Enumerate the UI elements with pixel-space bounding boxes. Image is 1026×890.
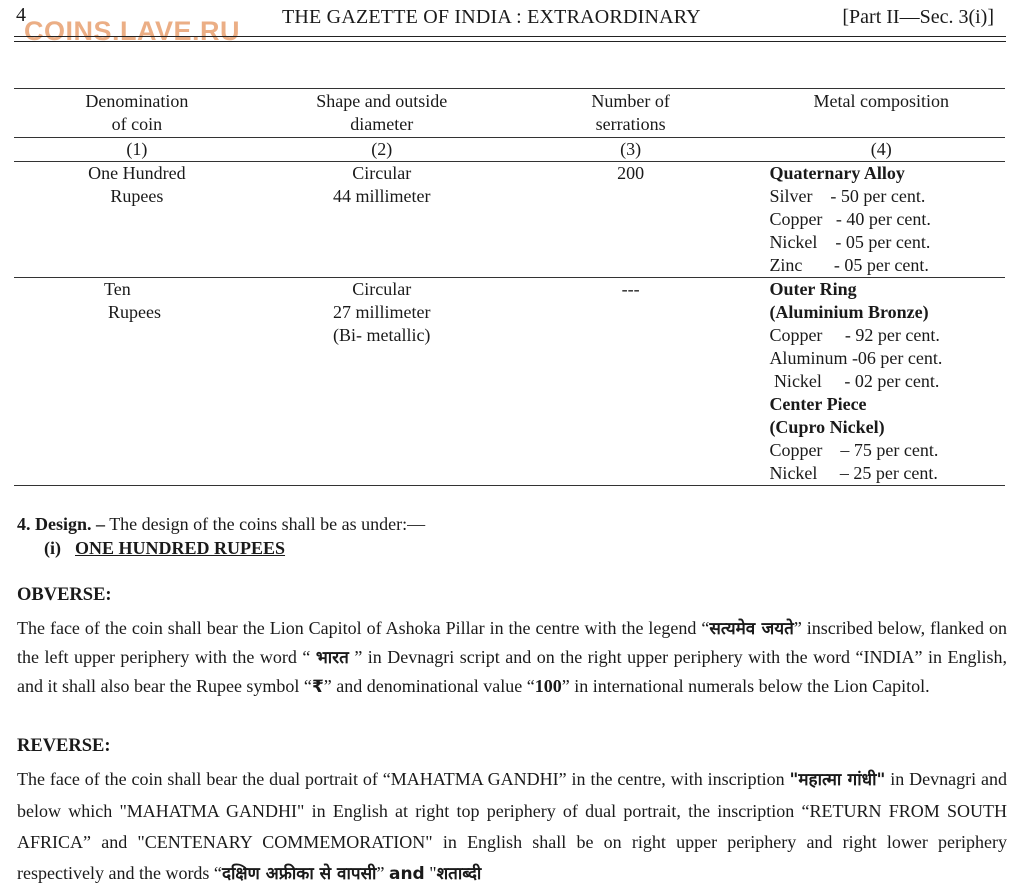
design-subsection: (i) ONE HUNDRED RUPEES — [44, 538, 286, 558]
subsection-title: ONE HUNDRED RUPEES — [75, 538, 286, 558]
table-row — [14, 162, 1005, 278]
coin-specification-table — [14, 88, 1005, 486]
serrations-cell: 200 — [617, 163, 645, 183]
column-number: (2) — [260, 138, 504, 162]
column-number-row — [14, 138, 1005, 162]
denomination-cell: Ten Rupees — [104, 279, 161, 322]
reverse-paragraph: The face of the coin shall bear the dual portrait of “MAHATMA GANDHI” in the centre, with inscription "महात्मा गांधी" in Devnagri and below which "MAHATMA GANDHI" in English at right top periphery of dual portrait, the inscription “RETURN FROM SOUTH AFRICA” and "CENTENARY COMMEMORATION" in English shall be on right upper periphery and right lower periphery respectively and the words “दक्षिण अफ्रीका से वापसी” and "शताब्दी — [17, 769, 1007, 884]
page-number: 4 — [16, 4, 26, 26]
serrations-cell: --- — [621, 279, 640, 299]
table-header-row — [14, 89, 1005, 138]
reverse-heading: REVERSE: — [17, 736, 111, 756]
gazette-part: [Part II—Sec. 3(i)] — [842, 6, 994, 28]
shape-cell: Circular 44 millimeter — [332, 163, 431, 206]
column-number: (4) — [757, 138, 1005, 162]
column-number: (1) — [14, 138, 260, 162]
obverse-paragraph: The face of the coin shall bear the Lion Capitol of Ashoka Pillar in the centre with the legend “सत्यमेव जयते” inscribed below, flanked on the left upper periphery with the word “ भारत ” in Devnagri script and on the right upper periphery with the word “INDIA” in English, and it shall also bear the Rupee symbol “₹” and denominational value “100” in international numerals below the Lion Capitol. — [17, 618, 1008, 697]
composition-cell: Quaternary Alloy Silver - 50 per cent. Copper - 40 per cent. Nickel - 05 per cent. Zinc - 05 per cent. — [769, 163, 931, 275]
design-intro: 4. Design. – The design of the coins shall be as under:— — [17, 514, 426, 534]
header-rule — [14, 36, 1006, 37]
denomination-cell: One Hundred Rupees — [88, 163, 186, 206]
column-number: (3) — [504, 138, 758, 162]
header-shape: Shape and outside diameter — [260, 89, 504, 138]
watermark-logo: COINS.LAVE.RU — [24, 16, 241, 46]
header-rule — [14, 41, 1006, 42]
table-row — [14, 278, 1005, 486]
obverse-heading: OBVERSE: — [17, 585, 112, 605]
header-metal-composition: Metal composition — [757, 89, 1005, 138]
gazette-title: THE GAZETTE OF INDIA : EXTRAORDINARY — [282, 6, 701, 28]
header-denomination: Denomination of coin — [14, 89, 260, 138]
shape-cell: Circular 27 millimeter (Bi- metallic) — [332, 279, 431, 345]
composition-cell: Outer Ring (Aluminium Bronze) Copper - 92 per cent. Aluminum -06 per cent. Nickel - 02 per cent. Center Piece (Cupro Nickel) Copper – 75 per cent. Nickel – 25 per cent. — [769, 279, 943, 483]
header-serrations: Number of serrations — [504, 89, 758, 138]
